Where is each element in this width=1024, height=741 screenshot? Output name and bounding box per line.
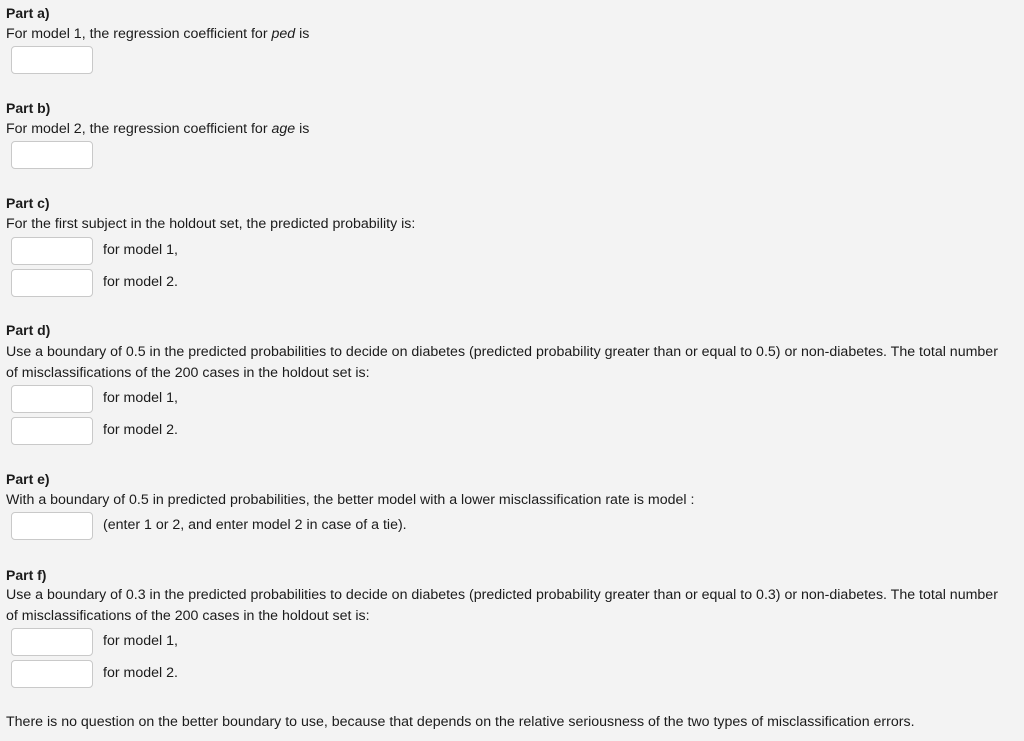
part-f-model1-input[interactable]	[11, 628, 93, 656]
part-b-answer-input[interactable]	[11, 141, 93, 169]
part-c-model1-input[interactable]	[11, 237, 93, 265]
part-e-prompt: With a boundary of 0.5 in predicted probabilities, the better model with a lower misclassification rate is model :	[6, 492, 695, 508]
part-e-hint-label: (enter 1 or 2, and enter model 2 in case of a tie).	[103, 517, 407, 533]
part-d-prompt: Use a boundary of 0.5 in the predicted probabilities to decide on diabetes (predicted probability greater than or equal to 0.5) or non-diabetes. The total number of misclassifications of the 200 cases in the holdout set is:	[6, 344, 998, 381]
part-c-prompt: For the first subject in the holdout set, the predicted probability is:	[6, 216, 416, 232]
part-a-prompt	[6, 26, 309, 42]
part-e-title: Part e)	[6, 471, 50, 487]
part-a-prompt-before: For model 1, the regression coefficient for	[6, 26, 272, 42]
part-b-title: Part b)	[6, 100, 51, 116]
part-f-model2-label: for model 2.	[103, 665, 178, 681]
part-c-model2-input[interactable]	[11, 269, 93, 297]
part-a-prompt-var: ped	[271, 26, 296, 42]
part-f-prompt: Use a boundary of 0.3 in the predicted probabilities to decide on diabetes (predicted probability greater than or equal to 0.3) or non-diabetes. The total number of misclassifications of the 200 cases in the holdout set is:	[6, 587, 998, 624]
part-d-title: Part d)	[6, 322, 51, 338]
part-c-title: Part c)	[6, 195, 50, 211]
part-f-title: Part f)	[6, 567, 47, 583]
part-e-answer-input[interactable]	[11, 512, 93, 540]
part-d-model1-input[interactable]	[11, 385, 93, 413]
part-f-model2-input[interactable]	[11, 660, 93, 688]
part-b-prompt-after: is	[295, 121, 310, 137]
part-c-model1-label: for model 1,	[103, 242, 178, 258]
part-d-model1-label: for model 1,	[103, 390, 178, 406]
part-d-model2-input[interactable]	[11, 417, 93, 445]
part-b-prompt-var: age	[271, 121, 296, 137]
part-c-model2-label: for model 2.	[103, 274, 178, 290]
part-a-title: Part a)	[6, 5, 50, 21]
part-d-model2-label: for model 2.	[103, 422, 178, 438]
part-b-prompt	[6, 121, 309, 137]
part-f-model1-label: for model 1,	[103, 633, 178, 649]
footer-note: There is no question on the better boundary to use, because that depends on the relative seriousness of the two types of misclassification errors.	[6, 714, 915, 730]
part-a-prompt-after: is	[295, 26, 310, 42]
part-a-answer-input[interactable]	[11, 46, 93, 74]
part-b-prompt-before: For model 2, the regression coefficient for	[6, 121, 272, 137]
